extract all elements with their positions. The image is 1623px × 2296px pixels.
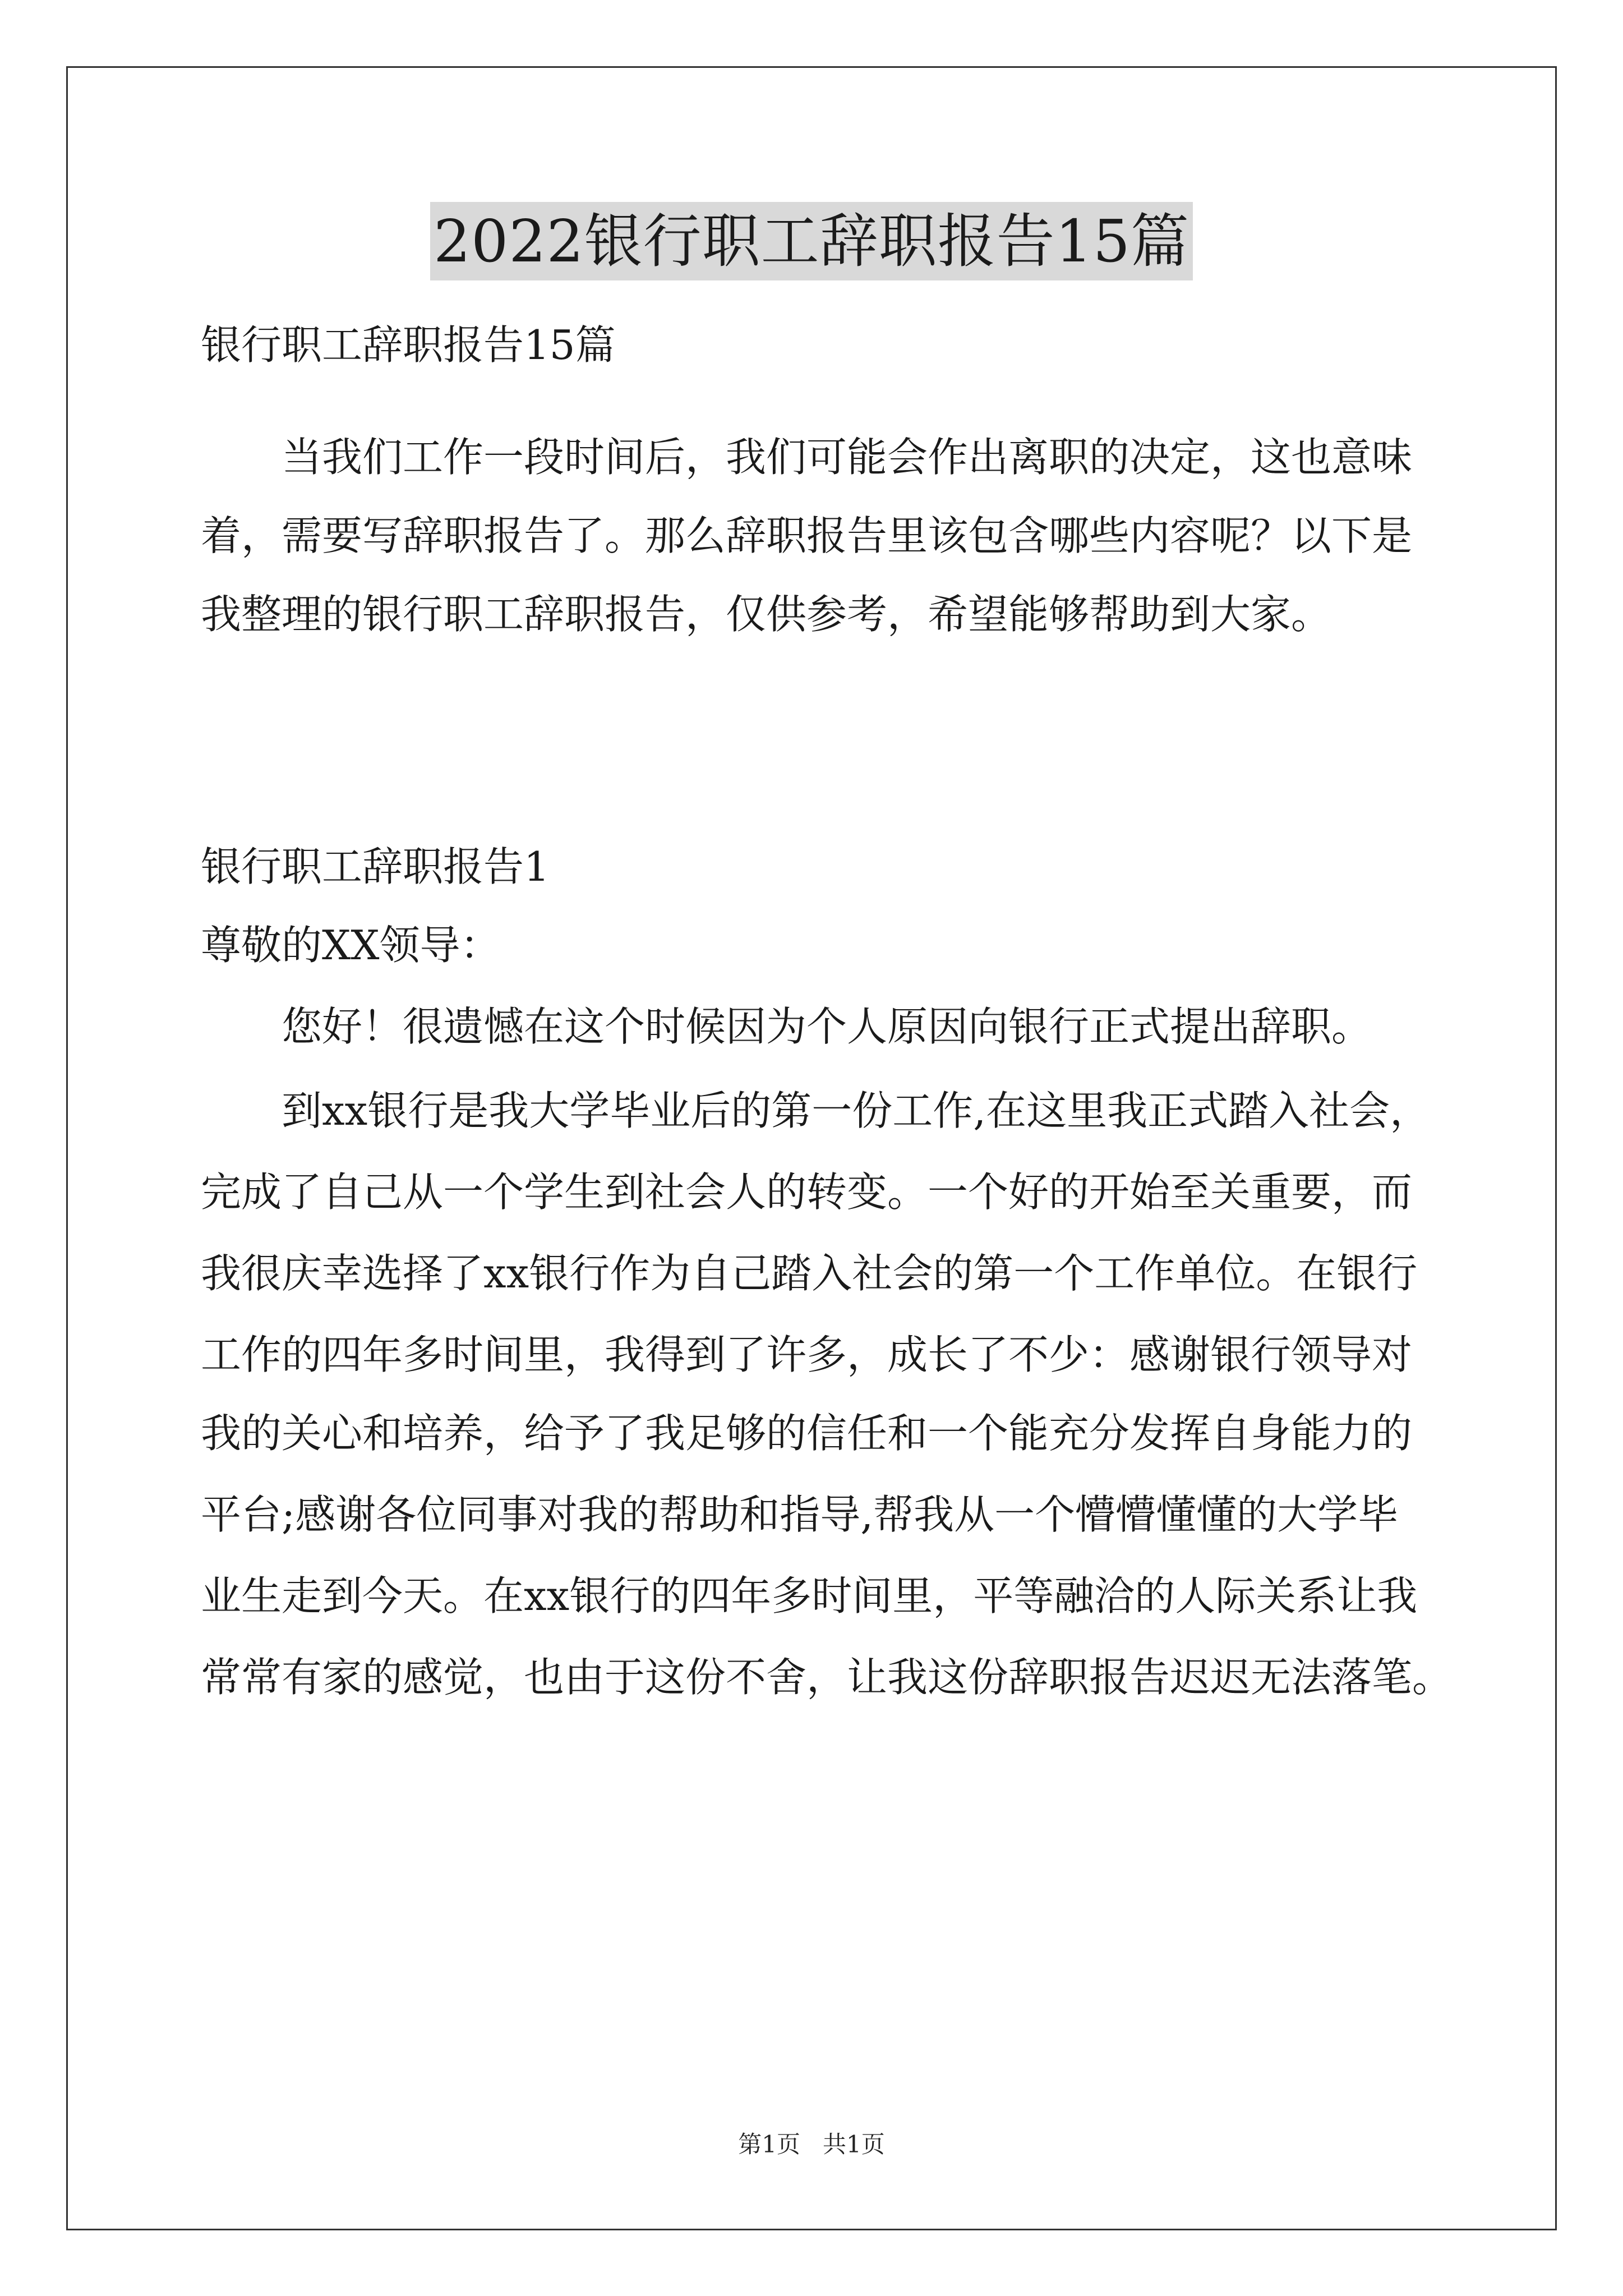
page-border bbox=[66, 66, 1557, 2230]
paragraph-line: 着，需要写辞职报告了。那么辞职报告里该包含哪些内容呢？以下是 bbox=[201, 512, 1413, 559]
page-total: 共1页 bbox=[823, 2131, 885, 2158]
title-wrap bbox=[0, 202, 1623, 280]
paragraph-line: 当我们工作一段时间后，我们可能会作出离职的决定，这也意味 bbox=[282, 434, 1413, 481]
document-title: 2022银行职工辞职报告15篇 bbox=[430, 202, 1193, 280]
paragraph-line: 完成了自己从一个学生到社会人的转变。一个好的开始至关重要，而 bbox=[201, 1168, 1413, 1216]
paragraph-line: 业生走到今天。在xx银行的四年多时间里，平等融洽的人际关系让我 bbox=[201, 1572, 1418, 1619]
salutation: 尊敬的XX领导： bbox=[201, 922, 501, 969]
paragraph-line: 工作的四年多时间里，我得到了许多，成长了不少：感谢银行领导对 bbox=[201, 1331, 1413, 1378]
heading-line: 银行职工辞职报告15篇 bbox=[201, 321, 616, 369]
paragraph-line: 我整理的银行职工辞职报告，仅供参考，希望能够帮助到大家。 bbox=[201, 591, 1332, 638]
paragraph-line: 到xx银行是我大学毕业后的第一份工作,在这里我正式踏入社会， bbox=[282, 1087, 1431, 1134]
paragraph-line: 常常有家的感觉，也由于这份不舍，让我这份辞职报告迟迟无法落笔。 bbox=[201, 1654, 1453, 1701]
paragraph-line: 我很庆幸选择了xx银行作为自己踏入社会的第一个工作单位。在银行 bbox=[201, 1250, 1418, 1297]
page-number: 第1页 bbox=[738, 2131, 800, 2158]
page-footer bbox=[0, 2126, 1623, 2160]
section-heading: 银行职工辞职报告1 bbox=[201, 843, 550, 890]
paragraph-line: 平台;感谢各位同事对我的帮助和指导,帮我从一个懵懵懂懂的大学毕 bbox=[201, 1491, 1399, 1538]
paragraph-line: 我的关心和培养，给予了我足够的信任和一个能充分发挥自身能力的 bbox=[201, 1410, 1413, 1457]
paragraph-line: 您好！很遗憾在这个时候因为个人原因向银行正式提出辞职。 bbox=[282, 1003, 1372, 1050]
